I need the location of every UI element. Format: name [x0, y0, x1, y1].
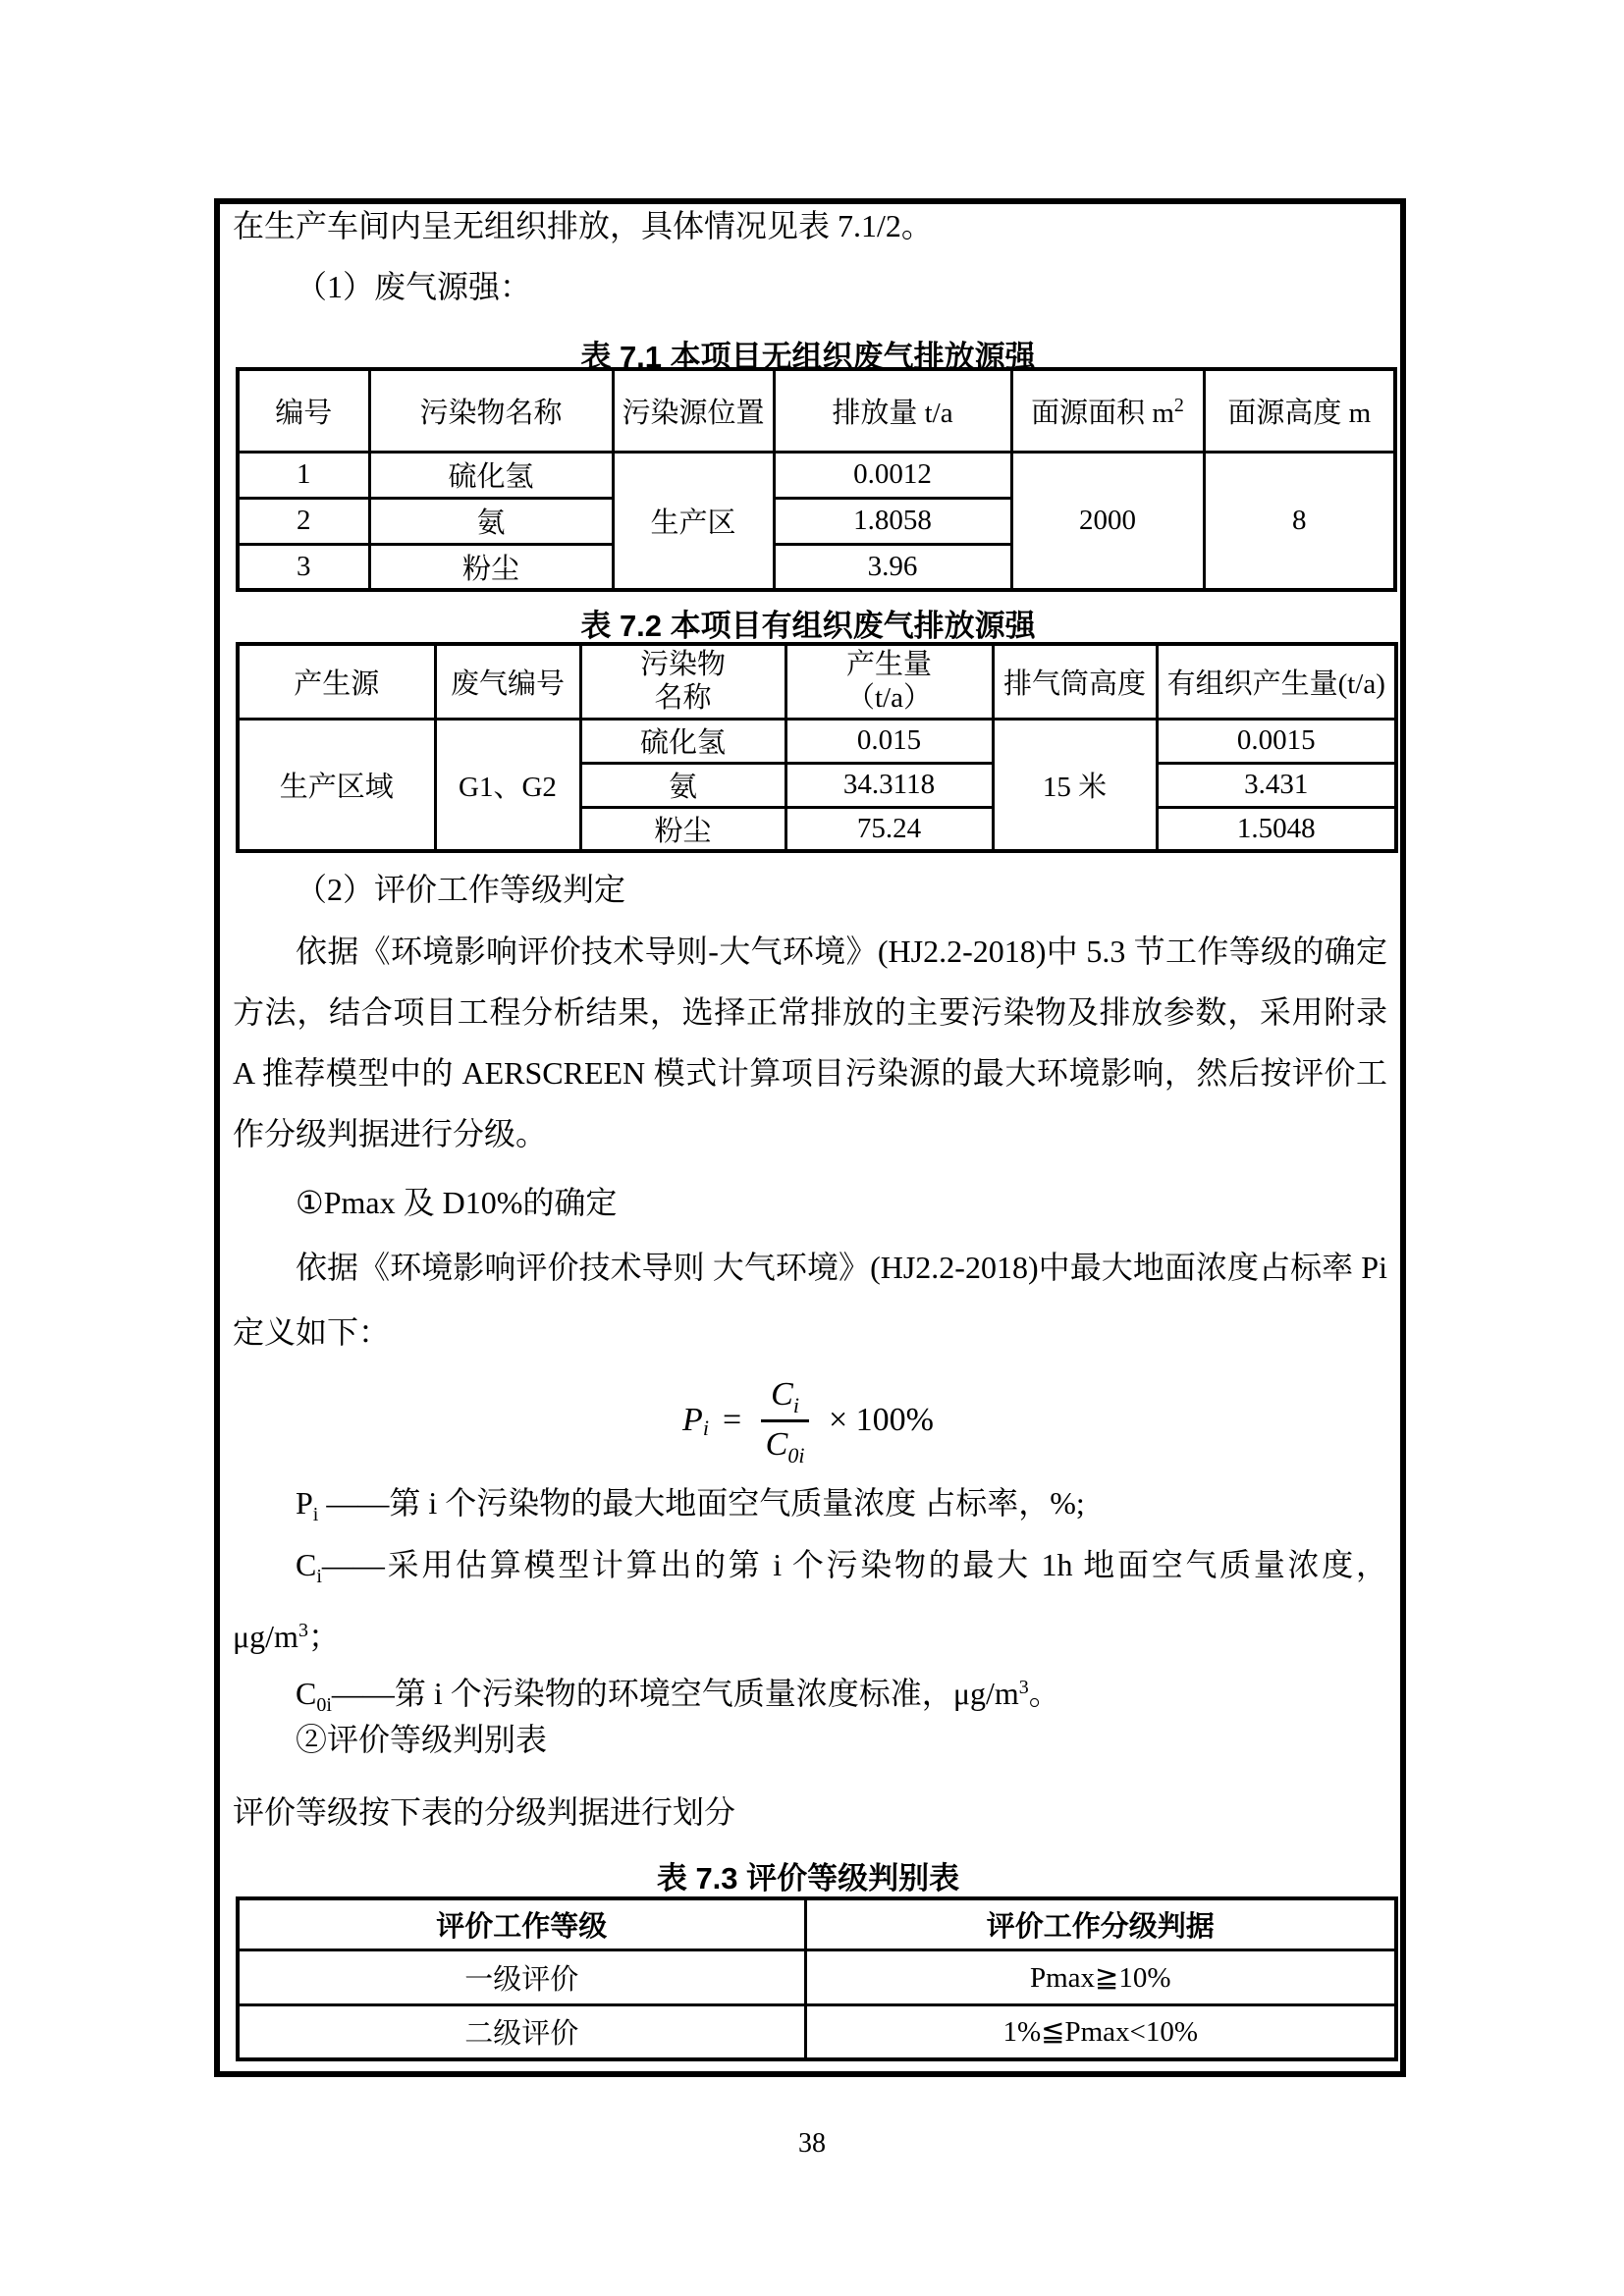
- table71-cell-id: 3: [238, 544, 369, 590]
- definition-c0i-base: C: [296, 1676, 317, 1711]
- table73-row-2: [238, 2004, 1396, 2059]
- table71-cell-amount: 3.96: [774, 544, 1011, 590]
- table73-cell-criterion: 1%≦Pmax<10%: [805, 2004, 1396, 2059]
- definition-pi-sub: i: [312, 1504, 319, 1525]
- table72-header-amount-line2: （t/a）: [846, 682, 932, 715]
- table72-header-stack: 排气筒高度: [993, 644, 1157, 719]
- table71-cell-amount: 0.0012: [774, 452, 1011, 498]
- table71-cell-area-merged: 2000: [1011, 452, 1204, 590]
- table73-cell-criterion: Pmax≧10%: [805, 1949, 1396, 2004]
- table71-header-pollutant: 污染物名称: [369, 369, 613, 452]
- definition-c0i-sub: 0i: [316, 1694, 332, 1716]
- table72-header-source: 产生源: [238, 644, 435, 719]
- table72-cell-organized: 0.0015: [1157, 719, 1396, 763]
- definition-ci: [233, 1531, 1387, 1675]
- table72-cell-amount: 34.3118: [785, 763, 993, 807]
- table71-cell-id: 2: [238, 498, 369, 544]
- definition-ci-unit-sup: 3: [298, 1620, 308, 1641]
- definition-pi-base: P: [296, 1485, 313, 1521]
- formula-lhs-sub: i: [702, 1415, 709, 1440]
- list-item-circle2: ②评价等级判别表: [296, 1722, 548, 1757]
- table72-cell-pollutant: 硫化氢: [580, 719, 785, 763]
- definition-c0i: [296, 1669, 1060, 1714]
- formula-den-sub: 0i: [787, 1443, 805, 1468]
- table73-row-1: [238, 1949, 1396, 2004]
- table71-header-height: 面源高度 m: [1204, 369, 1395, 452]
- paragraph-pi-definition: 依据《环境影响评价技术导则 大气环境》(HJ2.2-2018)中最大地面浓度占标率 Pi 定义如下：: [233, 1250, 1387, 1350]
- definition-c0i-unit-sup: 3: [1018, 1677, 1029, 1698]
- table72-cell-amount: 0.015: [785, 719, 993, 763]
- table71-header-id: 编号: [238, 369, 369, 452]
- table71-header-amount: 排放量 t/a: [774, 369, 1011, 452]
- table71-row-1: [238, 452, 1395, 498]
- table73-title: 表 7.3 评价等级判别表: [656, 1861, 960, 1896]
- table72-cell-pollutant: 粉尘: [580, 807, 785, 851]
- formula-num-base: C: [771, 1376, 793, 1413]
- definition-ci-base: C: [296, 1547, 317, 1582]
- formula-rhs: × 100%: [828, 1401, 934, 1438]
- formula-den-base: C: [765, 1426, 788, 1463]
- formula-lhs: P: [682, 1401, 703, 1438]
- formula-equals: =: [722, 1401, 742, 1438]
- table71-title: 表 7.1 本项目无组织废气排放源强: [580, 340, 1036, 374]
- table72-header-organized: 有组织产生量(t/a): [1157, 644, 1396, 719]
- table72-cell-source-merged: 生产区域: [238, 719, 435, 851]
- definition-ci-unit: μg/m: [233, 1619, 298, 1654]
- definition-ci-sub: i: [316, 1566, 322, 1587]
- table71-header-location: 污染源位置: [613, 369, 774, 452]
- table72-header-amount: [785, 644, 993, 719]
- formula-block: [219, 1376, 1397, 1468]
- table71-cell-height-merged: 8: [1204, 452, 1395, 590]
- table71-header-row: [238, 369, 1395, 452]
- definition-ci-tail: ；: [307, 1619, 340, 1654]
- list-item-2: （2）评价工作等级判定: [296, 872, 626, 907]
- definition-ci-text: ——采用估算模型计算出的第 i 个污染物的最大 1h 地面空气质量浓度，: [321, 1547, 1387, 1582]
- table71-header-area-sup: 2: [1173, 394, 1184, 416]
- table72-title: 表 7.2 本项目有组织废气排放源强: [580, 609, 1036, 643]
- definition-c0i-unit: μg/m: [952, 1676, 1019, 1711]
- table71-cell-id: 1: [238, 452, 369, 498]
- table72: [236, 642, 1398, 853]
- table71-cell-amount: 1.8058: [774, 498, 1011, 544]
- table72-row-1: [238, 719, 1396, 763]
- list-item-1: （1）废气源强：: [296, 269, 532, 304]
- definition-c0i-text: ——第 i 个污染物的环境空气质量浓度标准，: [331, 1676, 953, 1711]
- formula-fraction: [761, 1376, 809, 1468]
- formula-numerator: [761, 1376, 809, 1422]
- table71-cell-pollutant: 氨: [369, 498, 613, 544]
- table73-header-criterion: 评价工作分级判据: [805, 1898, 1396, 1949]
- table72-header-pollutant: [580, 644, 785, 719]
- table72-cell-stack-merged: 15 米: [993, 719, 1157, 851]
- table72-header-code: 废气编号: [435, 644, 580, 719]
- definition-c0i-tail: 。: [1028, 1676, 1060, 1711]
- table72-cell-organized: 3.431: [1157, 763, 1396, 807]
- table72-header-pollutant-line1: 污染物: [639, 649, 726, 681]
- table71-header-area-base: 面源面积 m: [1031, 397, 1174, 429]
- table72-cell-code-merged: G1、G2: [435, 719, 580, 851]
- divide-line: 评价等级按下表的分级判据进行划分: [233, 1794, 736, 1830]
- table73-cell-level: 一级评价: [238, 1949, 805, 2004]
- table72-header-amount-line1: 产生量: [845, 649, 932, 681]
- table73-cell-level: 二级评价: [238, 2004, 805, 2059]
- formula-denominator: [765, 1422, 805, 1468]
- table72-cell-organized: 1.5048: [1157, 807, 1396, 851]
- table71-cell-location-merged: 生产区: [613, 452, 774, 590]
- table73-header-level: 评价工作等级: [238, 1898, 805, 1949]
- table72-cell-pollutant: 氨: [580, 763, 785, 807]
- table73-header-row: [238, 1898, 1396, 1949]
- table71-cell-pollutant: 硫化氢: [369, 452, 613, 498]
- table71-header-area: [1011, 369, 1204, 452]
- pi-formula: [219, 1376, 1397, 1468]
- page-number: 38: [798, 2128, 826, 2159]
- definition-pi-text: ——第 i 个污染物的最大地面空气质量浓度 占标率，%;: [318, 1485, 1085, 1521]
- intro-line: 在生产车间内呈无组织排放，具体情况见表 7.1/2。: [233, 208, 933, 243]
- paragraph-method: 依据《环境影响评价技术导则-大气环境》(HJ2.2-2018)中 5.3 节工作等级的确定方法，结合项目工程分析结果，选择正常排放的主要污染物及排放参数，采用附录 A 推荐模型中的 AERSCREEN 模式计算项目污染源的最大环境影响，然后按评价工作分级判据进行分级。: [233, 934, 1387, 1151]
- table73: [236, 1896, 1398, 2061]
- table72-header-row: [238, 644, 1396, 719]
- table71-cell-pollutant: 粉尘: [369, 544, 613, 590]
- table72-header-pollutant-line2: 名称: [654, 682, 712, 715]
- table72-cell-amount: 75.24: [785, 807, 993, 851]
- table71: [236, 367, 1397, 592]
- definition-pi: [296, 1478, 1085, 1523]
- formula-num-sub: i: [792, 1393, 799, 1417]
- list-item-circle1: ①Pmax 及 D10%的确定: [296, 1185, 618, 1220]
